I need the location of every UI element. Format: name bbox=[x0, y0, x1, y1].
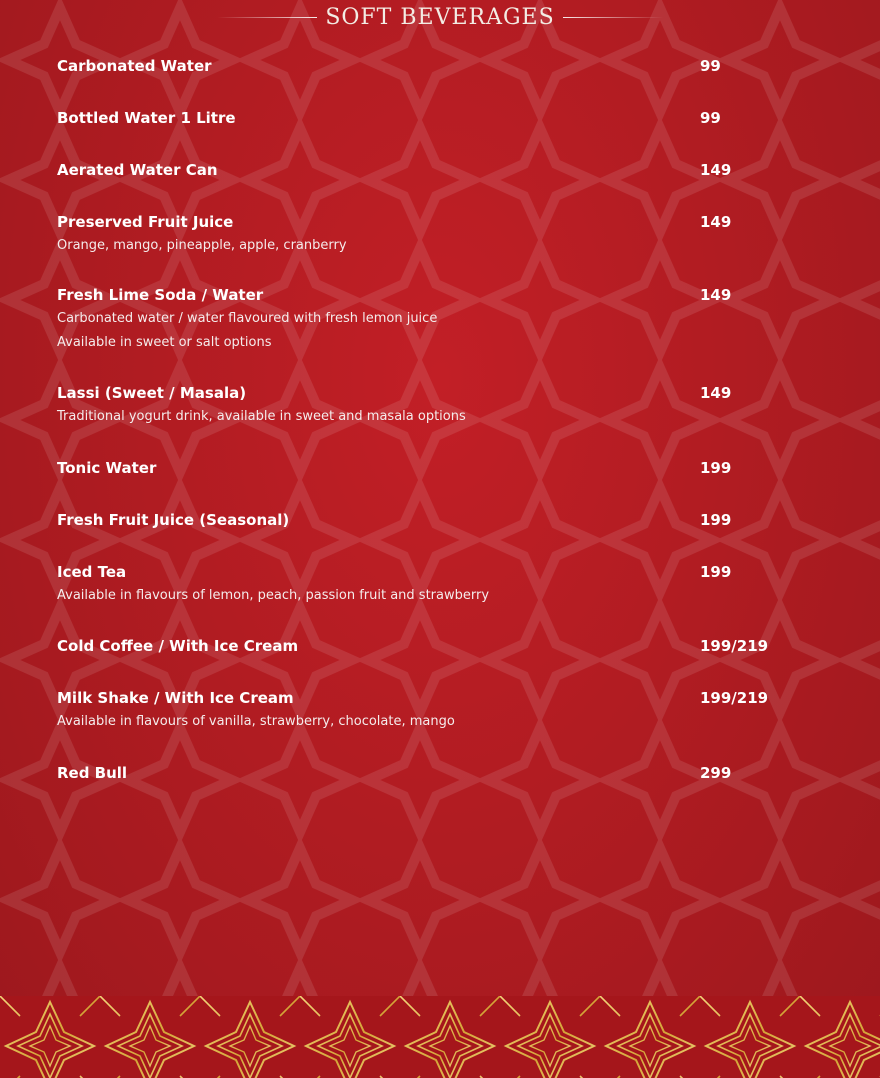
item-description: Traditional yogurt drink, available in sweet and masala options bbox=[57, 409, 466, 424]
item-price: 149 bbox=[700, 213, 732, 231]
item-name: Cold Coffee / With Ice Cream bbox=[57, 637, 299, 655]
item-price: 149 bbox=[700, 384, 732, 402]
item-name: Aerated Water Can bbox=[57, 161, 218, 179]
item-description: Orange, mango, pineapple, apple, cranberry bbox=[57, 238, 347, 253]
item-price: 199 bbox=[700, 511, 732, 529]
item-description: Available in flavours of lemon, peach, passion fruit and strawberry bbox=[57, 588, 490, 603]
item-description: Available in flavours of vanilla, strawberry, chocolate, mango bbox=[57, 714, 455, 729]
item-name: Bottled Water 1 Litre bbox=[57, 109, 236, 127]
item-name: Tonic Water bbox=[57, 459, 157, 477]
item-price: 299 bbox=[700, 764, 732, 782]
item-name: Red Bull bbox=[57, 764, 128, 782]
item-price: 199 bbox=[700, 459, 732, 477]
item-description: Available in sweet or salt options bbox=[57, 335, 272, 350]
item-name: Fresh Fruit Juice (Seasonal) bbox=[57, 511, 290, 529]
item-price: 199/219 bbox=[700, 689, 769, 707]
item-description: Carbonated water / water flavoured with fresh lemon juice bbox=[57, 311, 438, 326]
item-price: 199 bbox=[700, 563, 732, 581]
item-name: Milk Shake / With Ice Cream bbox=[57, 689, 294, 707]
section-header bbox=[0, 2, 880, 32]
item-price: 149 bbox=[700, 161, 732, 179]
gold-geometric-pattern bbox=[0, 996, 880, 1078]
page-title: SOFT BEVERAGES bbox=[325, 4, 555, 30]
item-price: 149 bbox=[700, 286, 732, 304]
item-price: 199/219 bbox=[700, 637, 769, 655]
item-name: Preserved Fruit Juice bbox=[57, 213, 234, 231]
decorative-border bbox=[0, 996, 880, 1078]
item-name: Fresh Lime Soda / Water bbox=[57, 286, 264, 304]
item-name: Lassi (Sweet / Masala) bbox=[57, 384, 247, 402]
item-price: 99 bbox=[700, 57, 721, 75]
header-divider-left bbox=[217, 17, 317, 18]
item-name: Iced Tea bbox=[57, 563, 127, 581]
item-name: Carbonated Water bbox=[57, 57, 212, 75]
header-divider-right bbox=[563, 17, 663, 18]
item-price: 99 bbox=[700, 109, 721, 127]
